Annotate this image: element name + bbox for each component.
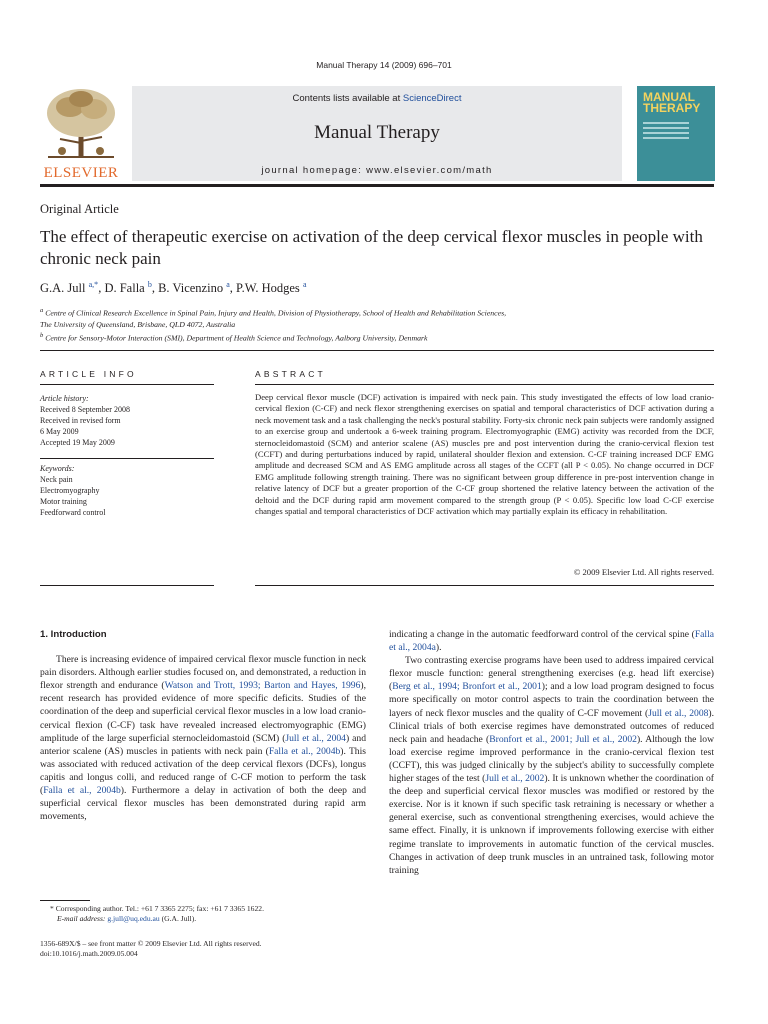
footnote-text: Corresponding author. Tel.: +61 7 3365 2275; fax: +61 7 3365 1622. xyxy=(55,904,264,913)
body-text: There is increasing evidence of impaired cervical flexor muscle function in neck pain disorders. Although earlier studies focused on, and demonstrated, a reduction in flexor strength and endurance ( xyxy=(40,654,366,692)
doi-line[interactable]: doi:10.1016/j.math.2009.05.004 xyxy=(40,949,138,959)
affiliation-mark: b xyxy=(40,331,44,339)
keywords-label: Keywords: xyxy=(40,464,75,473)
author-marks[interactable]: a xyxy=(302,280,307,289)
email-label: E-mail address: xyxy=(57,914,108,924)
body-text: ) and anterior scalene (AS) muscles in patients with neck pain ( xyxy=(40,732,366,757)
elsevier-tree-icon xyxy=(40,85,122,163)
copyright: © 2009 Elsevier Ltd. All rights reserved. xyxy=(573,567,714,577)
info-rule xyxy=(40,384,214,385)
section-heading-introduction: 1. Introduction xyxy=(40,629,107,640)
reference-link[interactable]: Bronfort et al., 2001; Jull et al., 2002 xyxy=(489,733,637,745)
body-text: ). Although the low load exercise regime improved performance in the cranio-cervical flexion test (CCFT), this was judged clinically by the subject's ability to successfully complete higher stages of the test ( xyxy=(389,733,714,785)
reference-link[interactable]: Falla et al., 2004b xyxy=(268,745,341,757)
reference-link[interactable]: Falla et al., 2004a xyxy=(389,629,714,654)
affiliation-a xyxy=(40,305,720,319)
author-name: P.W. Hodges xyxy=(236,281,300,296)
reference-link[interactable]: Falla et al., 2004b xyxy=(43,785,121,797)
keyword: Neck pain xyxy=(40,475,73,484)
reference-link[interactable]: Watson and Trott, 1993; Barton and Hayes, 1996 xyxy=(164,680,361,692)
issn-line: 1356-689X/$ – see front matter © 2009 Elsevier Ltd. All rights reserved. xyxy=(40,939,262,948)
issn-doi xyxy=(40,939,370,960)
contents-prefix: Contents lists available at xyxy=(292,93,403,104)
journal-citation: Manual Therapy 14 (2009) 696–701 xyxy=(316,60,452,70)
cover-title: MANUAL THERAPY xyxy=(643,90,701,115)
corresponding-author xyxy=(40,904,370,914)
header-rule xyxy=(40,184,714,187)
body-text: ). Clinical trials of both exercise regimes have demonstrated outcomes of reduced neck pain and headache ( xyxy=(389,707,715,745)
section-rule xyxy=(40,350,714,351)
history-line: 6 May 2009 xyxy=(40,427,79,436)
affiliation-text: Centre for Sensory-Motor Interaction (SMI), Department of Health Science and Technology, Aalborg University, Denmark xyxy=(45,333,428,343)
contents-line xyxy=(132,93,622,104)
info-rule xyxy=(40,585,214,586)
keyword: Feedforward control xyxy=(40,508,106,517)
reference-link[interactable]: Jull et al., 2004 xyxy=(285,732,346,744)
body-column-right xyxy=(389,628,714,877)
keywords xyxy=(40,463,216,518)
author-marks[interactable]: b xyxy=(147,280,152,289)
abstract-rule xyxy=(255,585,714,586)
abstract-text: Deep cervical flexor muscle (DCF) activation is impaired with neck pain. This study investigated the effects of low load cranio-cervical flexion (C-CF) and neck flexor strengthening exercises on spatial and temporal characteristics of DCF activation during a neck movement task and a task challenging the neck's postural stability. Forty-six chronic neck pain subjects were randomly assigned to an exercise group and undertook a 6-week training program. Electromyographic (EMG) activity was recorded from the DCF, sternocleidomastoid (SCM) and anterior scalene (AS) muscles pre and post intervention during the cranio-cervical flexion test (CCFT) and during perturbations induced by rapid, unilateral shoulder flexion and extension. C-CF training increased DCF EMG amplitude and decreased SCM and AS EMG amplitude across all stages of the CCFT (all P < 0.05). No change occurred in DCF EMG amplitude following strength training. There was no significant between group difference in pre-post intervention change in relative latency of DCF but a greater proportion of the C-CF group shortened the relative latency between the activation of the deltoid and the DCF during rapid arm movement compared to the strength group (P < 0.05). Specific low load C-CF exercise changes spatial and temporal characteristics of DCF activation which may partially explain its efficacy in rehabilitation. xyxy=(255,392,714,517)
author-list: G.A. Jull $^{a,*}$, D. Falla $^b$, B. Vicenzino $^a$, P.W. Hodges $^a$ xyxy=(40,280,307,296)
affiliation-mark: a xyxy=(40,307,44,314)
email-suffix: (G.A. Jull). xyxy=(159,914,197,924)
body-text: ); and a low load program designed to focus more specifically on motor control aspects to train the coordination between the layers of neck flexor muscles and the quality of C-CF movement ( xyxy=(389,681,714,719)
affiliation-a-cont: The University of Queensland, Brisbane, QLD 4072, Australia xyxy=(40,319,236,329)
author-name: G.A. Jull xyxy=(40,281,86,296)
article-info-heading: ARTICLE INFO xyxy=(40,369,137,379)
journal-homepage[interactable]: journal homepage: www.elsevier.com/math xyxy=(261,165,493,176)
affiliation-b xyxy=(40,330,720,344)
reference-link[interactable]: Jull et al., 2002 xyxy=(485,773,545,785)
body-text: ). xyxy=(435,642,442,654)
article-title: The effect of therapeutic exercise on activation of the deep cervical flexor muscles in people with chronic neck pain xyxy=(40,227,703,268)
author-marks[interactable]: a xyxy=(226,280,230,289)
journal-header xyxy=(132,86,622,181)
body-text: ). This was associated with reduced activation of the deep cervical flexors (DCFs), longus capitis and longus colli, and reduced range of C-CF motion to perform the task ( xyxy=(40,745,366,797)
email-link[interactable]: g.jull@uq.edu.au xyxy=(107,914,160,924)
body-text: ). Furthermore a delay in activation of both the deep and superficial cervical flexor muscles has been demonstrated during rapid arm movements, xyxy=(40,785,366,823)
reference-link[interactable]: Jull et al., 2008 xyxy=(648,707,709,719)
sciencedirect-link[interactable]: ScienceDirect xyxy=(402,93,462,104)
journal-name: Manual Therapy xyxy=(314,122,440,143)
article-type: Original Article xyxy=(40,202,119,216)
affiliations xyxy=(40,305,720,343)
author-name: B. Vicenzino xyxy=(158,281,224,296)
journal-cover-thumbnail xyxy=(637,86,715,181)
affiliation-text: Centre of Clinical Research Excellence in Spinal Pain, Injury and Health, Division of Physiotherapy, School of Health and Rehabilitation Sciences, xyxy=(45,308,507,318)
body-text: indicating a change in the automatic feedforward control of the cervical spine ( xyxy=(389,629,695,640)
cover-decoration xyxy=(643,122,689,142)
email-line xyxy=(40,914,370,924)
footnote xyxy=(40,904,370,925)
info-rule xyxy=(40,458,214,459)
body-column-left xyxy=(40,628,366,823)
footnote-rule xyxy=(40,900,90,901)
history-line: Received 8 September 2008 xyxy=(40,405,130,414)
keyword: Electromyography xyxy=(40,486,100,495)
abstract-heading: ABSTRACT xyxy=(255,369,326,379)
body-paragraph xyxy=(389,628,714,654)
footnote-mark: * xyxy=(50,904,54,913)
body-text: Two contrasting exercise programs have been used to address impaired cervical flexor muscle function: general strengthening exercises (e.g. head lift exercise) ( xyxy=(389,655,714,693)
author-marks[interactable]: a,* xyxy=(88,280,99,289)
keyword: Motor training xyxy=(40,497,87,506)
reference-link[interactable]: Berg et al., 1994; Bronfort et al., 2001 xyxy=(392,681,542,693)
elsevier-logo xyxy=(40,85,122,183)
history-line: Accepted 19 May 2009 xyxy=(40,438,115,447)
body-paragraph xyxy=(40,653,366,823)
body-text: ). It is unknown whether the coordination of the deep and superficial cervical flexor muscles was modified or restored by the exercise. Nor is it known if such specific task retraining is necessary or whether a general exercise, such as conventional strengthening exercises, would achieve the same effect. Finally, it is unknown if improvements following exercise with either regime translate to improvements in automatic function of the cervical muscles. Changes in activation of deep trunk muscles in an untrained task, following motor training xyxy=(389,773,714,876)
abstract-rule xyxy=(255,384,714,385)
body-paragraph xyxy=(389,654,714,877)
history-line: Received in revised form xyxy=(40,416,121,425)
author-name: D. Falla xyxy=(104,281,145,296)
publisher-wordmark: ELSEVIER xyxy=(43,165,119,181)
history-label: Article history: xyxy=(40,394,89,403)
body-text: ), recent research has provided evidence of more specific deficits. Studies of the coordination of the deep and superficial cervical flexor muscles in a low load cranio-cervical flexion (C-CF) task have revealed increased electromyographic (EMG) amplitude of the large superficial sternocleidomastoid (SCM) ( xyxy=(40,680,366,744)
article-history xyxy=(40,393,216,448)
